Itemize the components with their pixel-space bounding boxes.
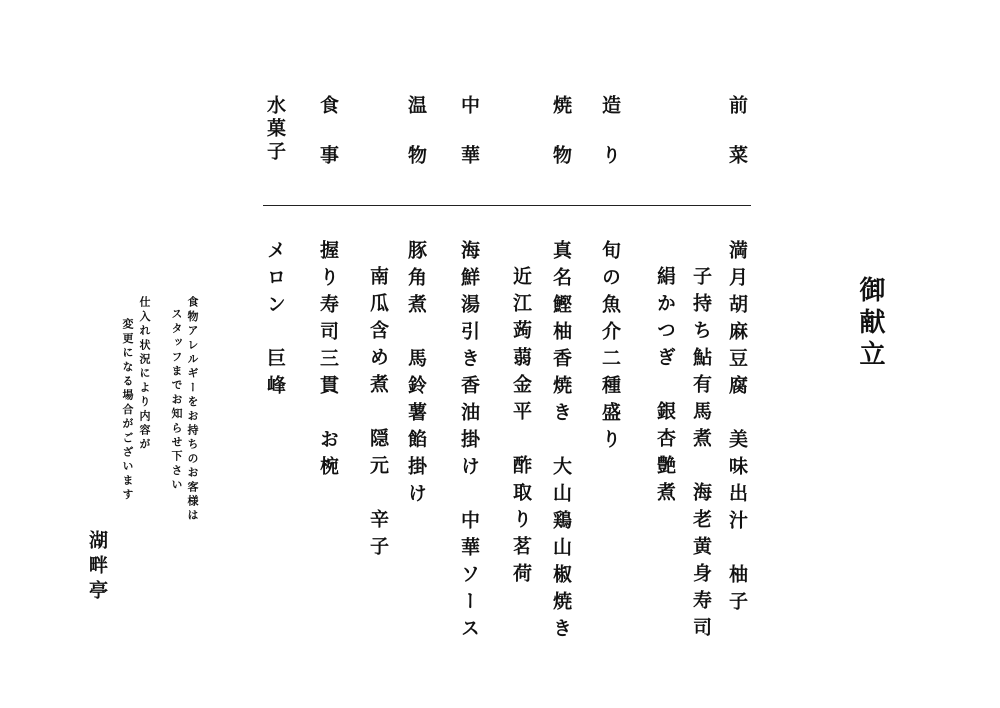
dish-line: 近江蒟蒻金平 酢取り茗荷: [510, 266, 532, 590]
section-divider: [263, 205, 751, 206]
dish-line: 満月胡麻豆腐 美味出汁 柚子: [726, 240, 748, 618]
dish-line: 旬の魚介二種盛り: [599, 240, 621, 456]
dish-line: 南瓜含め煮 隠元 辛子: [367, 266, 389, 563]
stock-note: 変更になる場合がございます: [121, 318, 134, 503]
stock-note: 仕入れ状況により内容が: [138, 296, 151, 453]
dish-line: 握り寿司三貫 お椀: [317, 240, 339, 483]
course-heading-shokuji: 食事: [317, 95, 339, 195]
course-heading-tsukuri: 造り: [599, 95, 621, 195]
allergy-note: 食物アレルギーをお持ちのお客様は: [186, 296, 199, 524]
dish-line: 絹かつぎ 銀杏艶煮: [654, 266, 676, 509]
allergy-note: スタッフまでお知らせ下さい: [170, 308, 183, 493]
dish-line: 真名鰹柚香焼き 大山鶏山椒焼き: [550, 240, 572, 645]
course-heading-mizugashi: 水菓子: [264, 95, 286, 164]
restaurant-signature: 湖畔亭: [86, 530, 108, 605]
dish-line: 豚角煮 馬鈴薯餡掛け: [405, 240, 427, 510]
menu-title: 御献立: [855, 276, 885, 372]
dish-line: メロン 巨峰: [264, 240, 286, 402]
dish-line: 海鮮湯引き香油掛け 中華ソース: [458, 240, 480, 645]
course-heading-yakimono: 焼物: [550, 95, 572, 195]
course-heading-chuka: 中華: [458, 95, 480, 195]
course-heading-zensai: 前菜: [726, 95, 748, 195]
course-heading-onmono: 温物: [405, 95, 427, 195]
dish-line: 子持ち鮎有馬煮 海老黄身寿司: [690, 266, 712, 644]
